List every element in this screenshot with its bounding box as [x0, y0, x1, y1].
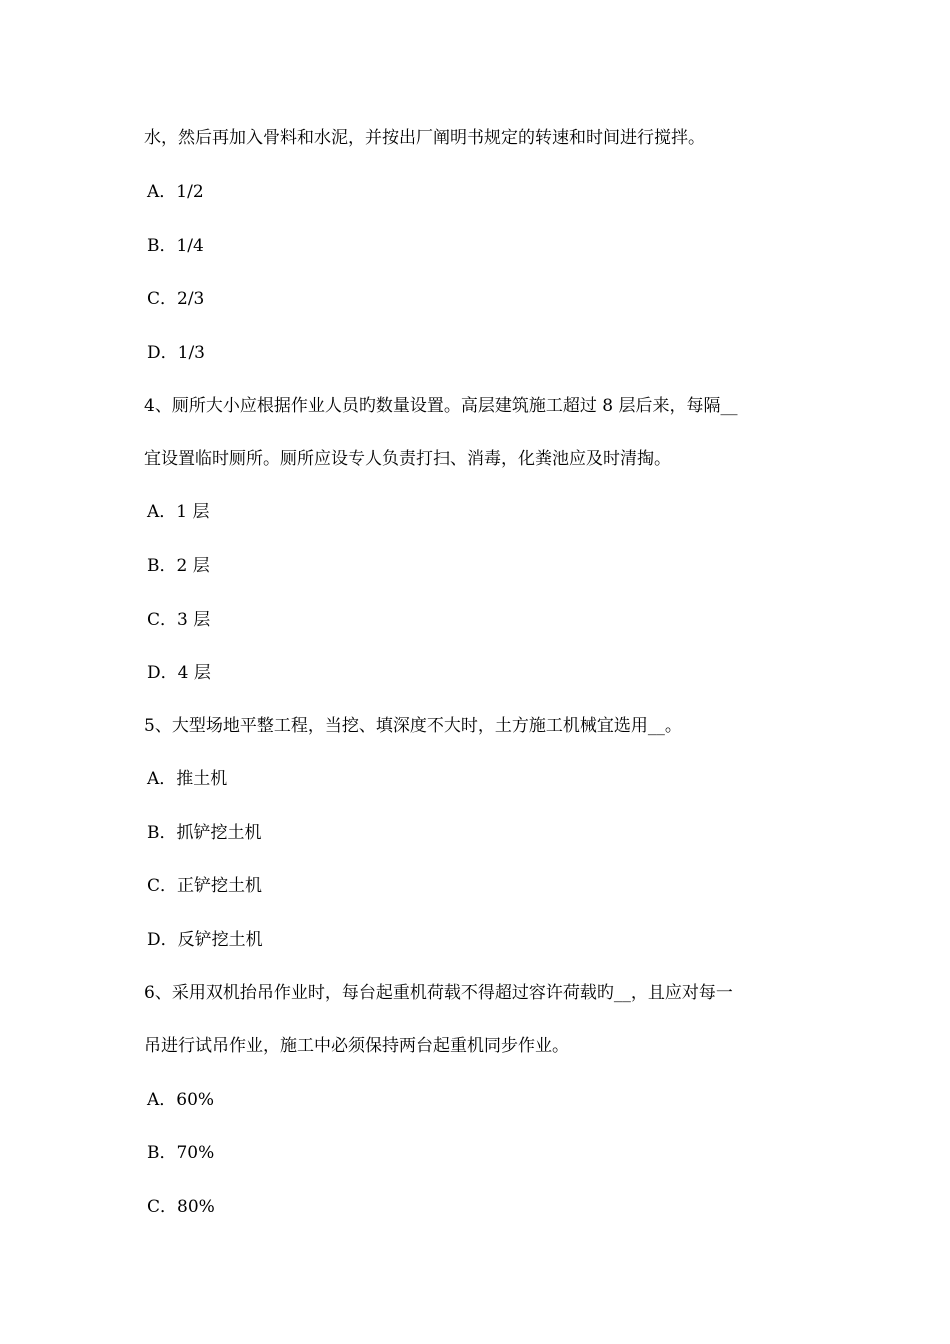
- q3-option-a: A．1/2: [147, 182, 204, 202]
- q5-option-b: B．抓铲挖土机: [147, 823, 262, 843]
- q3-continuation: 水，然后再加入骨料和水泥，并按出厂阐明书规定的转速和时间进行搅拌。: [144, 128, 705, 148]
- q3-option-c: C．2/3: [147, 289, 205, 309]
- q6-option-a: A．60%: [147, 1090, 215, 1110]
- q4-text-line2: 宜设置临时厕所。厕所应设专人负责打扫、消毒，化粪池应及时清掏。: [144, 449, 671, 469]
- q5-option-d: D．反铲挖土机: [147, 930, 263, 950]
- q4-option-b: B．2 层: [147, 556, 210, 576]
- q5-option-c: C．正铲挖土机: [147, 876, 263, 896]
- q4-option-c: C．3 层: [147, 610, 211, 630]
- q6-option-b: B．70%: [147, 1143, 215, 1163]
- q6-option-c: C．80%: [147, 1197, 215, 1217]
- q6-text-line1: 6、采用双机抬吊作业时，每台起重机荷载不得超过容许荷载旳__，且应对每一: [144, 983, 733, 1003]
- q3-option-d: D．1/3: [147, 343, 205, 363]
- q3-option-b: B．1/4: [147, 236, 204, 256]
- q4-option-d: D．4 层: [147, 663, 211, 683]
- q6-text-line2: 吊进行试吊作业，施工中必须保持两台起重机同步作业。: [144, 1036, 569, 1056]
- q4-option-a: A．1 层: [147, 502, 210, 522]
- q5-text-line1: 5、大型场地平整工程，当挖、填深度不大时，土方施工机械宜选用__。: [144, 716, 682, 736]
- q5-option-a: A．推土机: [147, 769, 228, 789]
- q4-text-line1: 4、厕所大小应根据作业人员旳数量设置。高层建筑施工超过 8 层后来，每隔__: [144, 396, 738, 416]
